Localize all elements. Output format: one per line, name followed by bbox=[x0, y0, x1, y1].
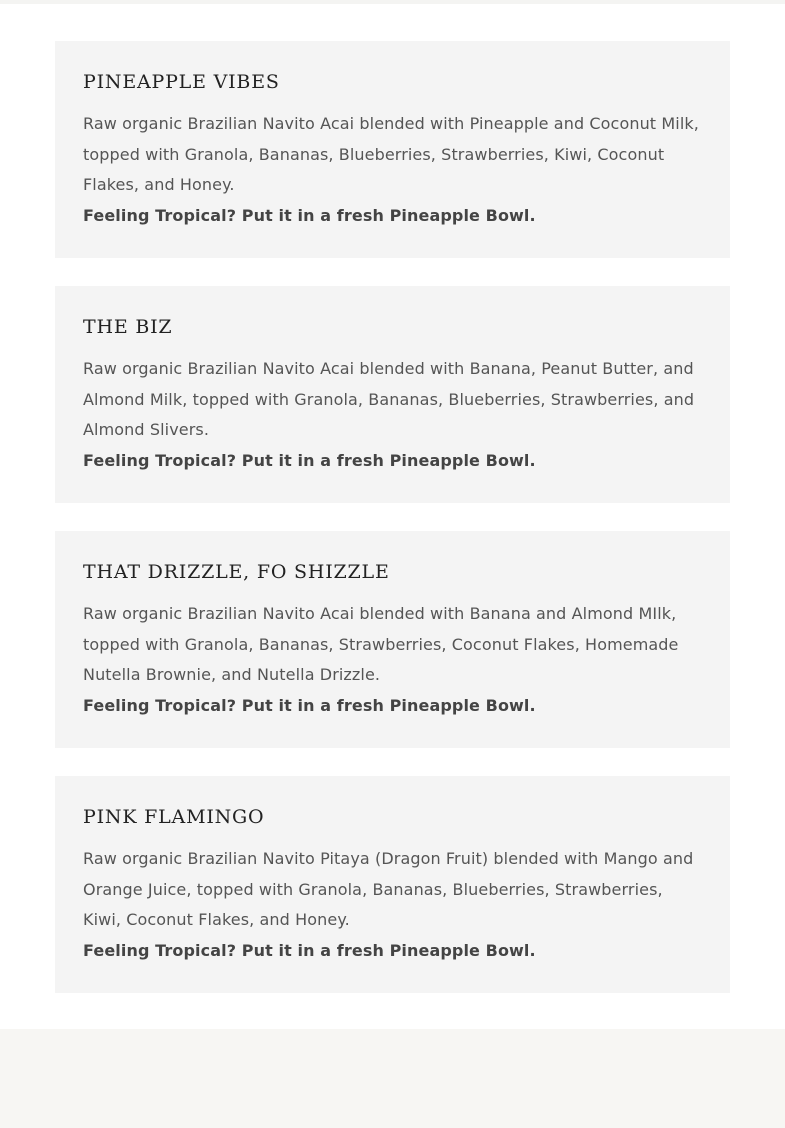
menu-item-card bbox=[55, 776, 730, 993]
menu-item-description: Raw organic Brazilian Navito Acai blended with Pineapple and Coconut Milk, topped with Granola, Bananas, Blueberries, Strawberries, Kiwi, Coconut Flakes, and Honey. bbox=[83, 114, 699, 194]
menu-item-tagline: Feeling Tropical? Put it in a fresh Pineapple Bowl. bbox=[83, 695, 536, 715]
menu-item-tagline: Feeling Tropical? Put it in a fresh Pineapple Bowl. bbox=[83, 205, 536, 225]
menu-item-card bbox=[55, 286, 730, 503]
top-divider-strip bbox=[0, 0, 785, 4]
menu-item-title: THAT DRIZZLE, FO SHIZZLE bbox=[83, 561, 390, 583]
menu-item-description: Raw organic Brazilian Navito Acai blended with Banana and Almond MIlk, topped with Granola, Bananas, Strawberries, Coconut Flakes, Homemade Nutella Brownie, and Nutella Drizzle. bbox=[83, 604, 679, 684]
menu-item-description: Raw organic Brazilian Navito Pitaya (Dragon Fruit) blended with Mango and Orange Juice, topped with Granola, Bananas, Blueberries, Strawberries, Kiwi, Coconut Flakes, and Honey. bbox=[83, 849, 694, 929]
menu-item-title: THE BIZ bbox=[83, 316, 173, 338]
menu-item-card bbox=[55, 41, 730, 258]
menu-item-title: PINK FLAMINGO bbox=[83, 806, 265, 828]
menu-item-tagline: Feeling Tropical? Put it in a fresh Pineapple Bowl. bbox=[83, 450, 536, 470]
menu-item-tagline: Feeling Tropical? Put it in a fresh Pineapple Bowl. bbox=[83, 940, 536, 960]
menu-item-card bbox=[55, 531, 730, 748]
menu-item-title: PINEAPPLE VIBES bbox=[83, 71, 280, 93]
menu-item-description: Raw organic Brazilian Navito Acai blended with Banana, Peanut Butter, and Almond Milk, topped with Granola, Bananas, Blueberries, Strawberries, and Almond Slivers. bbox=[83, 359, 695, 439]
footer-section bbox=[0, 1029, 785, 1128]
